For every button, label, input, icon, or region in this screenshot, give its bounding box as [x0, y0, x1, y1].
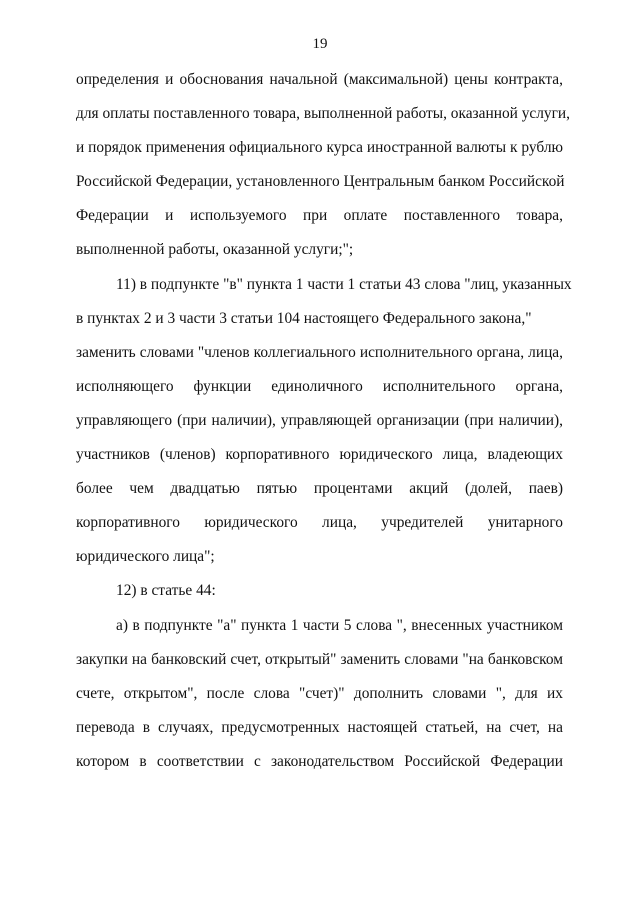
text-line: перевода в случаях, предусмотренных настоящей статьей, на счет, на	[76, 718, 563, 736]
text-line: корпоративного юридического лица, учредителей унитарного	[76, 514, 563, 532]
text-line: участников (членов) корпоративного юридического лица, владеющих	[76, 446, 563, 464]
text-line: для оплаты поставленного товара, выполненной работы, оказанной услуги,	[76, 105, 571, 123]
text-line: определения и обоснования начальной (максимальной) цены контракта,	[76, 71, 563, 88]
text-line: котором в соответствии с законодательством Российской Федерации	[76, 752, 563, 770]
text-line: а) в подпункте "а" пункта 1 части 5 слова ", внесенных участником	[116, 616, 563, 634]
text-line: 11) в подпункте "в" пункта 1 части 1 статьи 43 слова "лиц, указанных	[116, 275, 572, 293]
text-line: юридического лица";	[76, 548, 215, 566]
text-line: счете, открытом", после слова "счет)" дополнить словами ", для их	[76, 684, 563, 702]
text-line: выполненной работы, оказанной услуги;";	[76, 241, 354, 259]
text-line: в пунктах 2 и 3 части 3 статьи 104 настоящего Федерального закона,"	[76, 309, 532, 327]
text-line: 12) в статье 44:	[116, 582, 216, 600]
page-number: 19	[312, 36, 328, 52]
document-body	[76, 70, 572, 786]
text-line: исполняющего функции единоличного исполнительного органа,	[76, 377, 563, 395]
text-line: управляющего (при наличии), управляющей организации (при наличии),	[76, 411, 563, 429]
text-line: закупки на банковский счет, открытый" заменить словами "на банковском	[76, 650, 563, 668]
text-line: Российской Федерации, установленного Центральным банком Российской	[76, 173, 565, 191]
text-line: Федерации и используемого при оплате поставленного товара,	[76, 207, 563, 225]
text-line: и порядок применения официального курса иностранной валюты к рублю	[76, 139, 563, 157]
text-line: заменить словами "членов коллегиального исполнительного органа, лица,	[76, 343, 563, 361]
text-line: более чем двадцатью пятью процентами акций (долей, паев)	[76, 480, 563, 498]
